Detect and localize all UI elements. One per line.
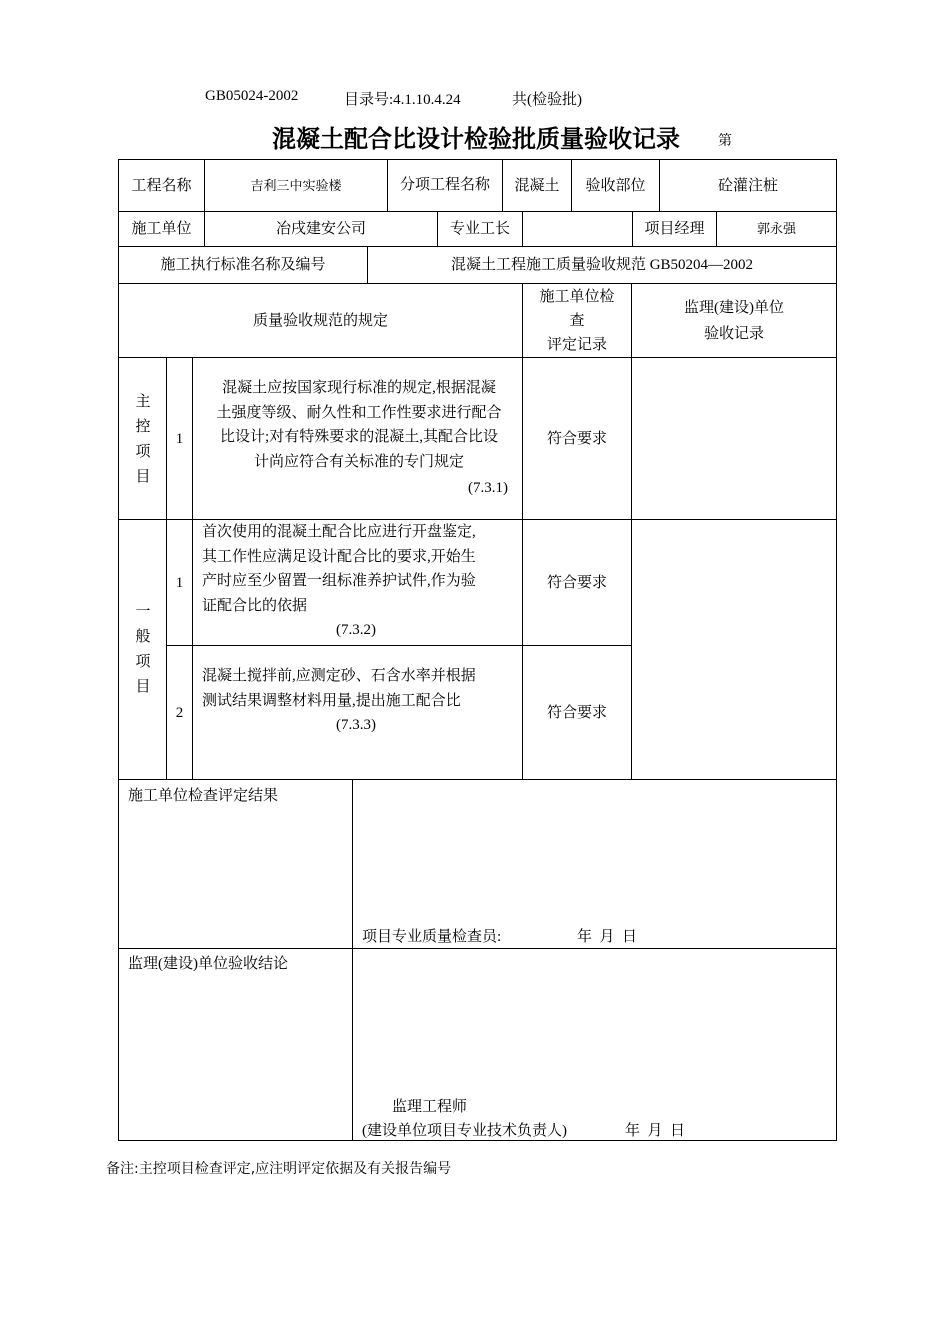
check-header-line1: 施工单位检 [539, 288, 615, 305]
general1-line-1: 首次使用的混凝土配合比应进行开盘鉴定, [202, 524, 476, 540]
subitem-label: 分项工程名称 [399, 177, 490, 193]
standard-label: 施工执行标准名称及编号 [160, 257, 326, 273]
construction-unit-value: 冶戌建安公司 [275, 221, 366, 237]
general2-line-2: 测试结果调整材料用量,提出施工配合比 [202, 692, 461, 709]
spec-header: 质量验收规范的规定 [252, 312, 388, 329]
general2-line-1: 混凝土搅拌前,应测定砂、石含水率并根据 [202, 668, 476, 684]
general-item-2-result: 符合要求 [546, 704, 607, 721]
check-header-line2: 查 [569, 312, 585, 329]
owner-representative-label: (建设单位项目专业技术负责人) [362, 1123, 567, 1139]
project-manager-value: 郭永强 [756, 221, 796, 236]
subitem-value: 混凝土 [514, 177, 560, 194]
project-name-value: 吉利三中实验楼 [250, 177, 342, 193]
evaluation-label: 施工单位检查评定结果 [128, 788, 279, 804]
check-header-line3: 评定记录 [546, 336, 607, 353]
general-item-1-result: 符合要求 [546, 574, 607, 591]
main-line-2: 土强度等级、耐久性和工作性要求进行配合 [216, 404, 502, 421]
evaluation-date: 年 月 日 [577, 929, 638, 945]
main-item-number: 1 [175, 430, 184, 447]
catalog-number: 目录号:4.1.10.4.24 [344, 92, 461, 108]
conclusion-label: 监理(建设)单位验收结论 [128, 956, 288, 972]
super-header-line2: 验收记录 [703, 325, 764, 342]
general1-line-2: 其工作性应满足设计配合比的要求,开始生 [202, 548, 476, 565]
main-line-3: 比设计;对有特殊要求的混凝土,其配合比设 [220, 429, 498, 445]
title-suffix: 第 [718, 134, 732, 149]
quality-inspector-label: 项目专业质量检查员: [362, 929, 502, 945]
main-line-1: 混凝土应按国家现行标准的规定,根据混凝 [222, 380, 496, 396]
general-item-2-text [202, 664, 518, 713]
general-items-label: 一般项目 [135, 604, 151, 695]
standard-value: 混凝土工程施工质量验收规范 GB50204—2002 [450, 257, 754, 273]
document-title: 混凝土配合比设计检验批质量验收记录 [272, 125, 680, 153]
construction-unit-label: 施工单位 [131, 221, 192, 237]
supervision-record-header [632, 284, 836, 357]
inspection-part-value: 砼灌注桩 [717, 177, 778, 194]
main-item-result: 符合要求 [546, 430, 607, 447]
main-control-label: 主控项目 [135, 394, 151, 485]
foreman-label: 专业工长 [449, 221, 510, 237]
inspection-part-label: 验收部位 [585, 177, 646, 194]
general1-line-4: 证配合比的依据 [202, 597, 308, 614]
conclusion-date: 年 月 日 [625, 1123, 686, 1139]
batch-total: 共(检验批) [512, 92, 582, 108]
general-item-1-ref: (7.3.2) [336, 622, 376, 638]
general-item-1-text [202, 520, 518, 618]
main-item-ref: (7.3.1) [468, 480, 508, 496]
project-name-label: 工程名称 [131, 177, 192, 194]
footnote: 备注:主控项目检查评定,应注明评定依据及有关报告编号 [106, 1161, 452, 1177]
main-item-text [200, 376, 518, 474]
super-header-line1: 监理(建设)单位 [684, 299, 784, 316]
check-record-header [523, 284, 631, 357]
supervision-engineer-label: 监理工程师 [392, 1099, 468, 1115]
project-manager-label: 项目经理 [644, 221, 705, 237]
general-item-1-number: 1 [175, 574, 184, 591]
general-item-2-ref: (7.3.3) [336, 717, 376, 733]
main-line-4: 计尚应符合有关标准的专门规定 [253, 453, 464, 470]
foreman-value [523, 212, 632, 246]
general-item-2-number: 2 [175, 704, 184, 721]
general1-line-3: 产时应至少留置一组标准养护试件,作为验 [202, 573, 476, 589]
standard-code: GB05024-2002 [205, 88, 299, 104]
